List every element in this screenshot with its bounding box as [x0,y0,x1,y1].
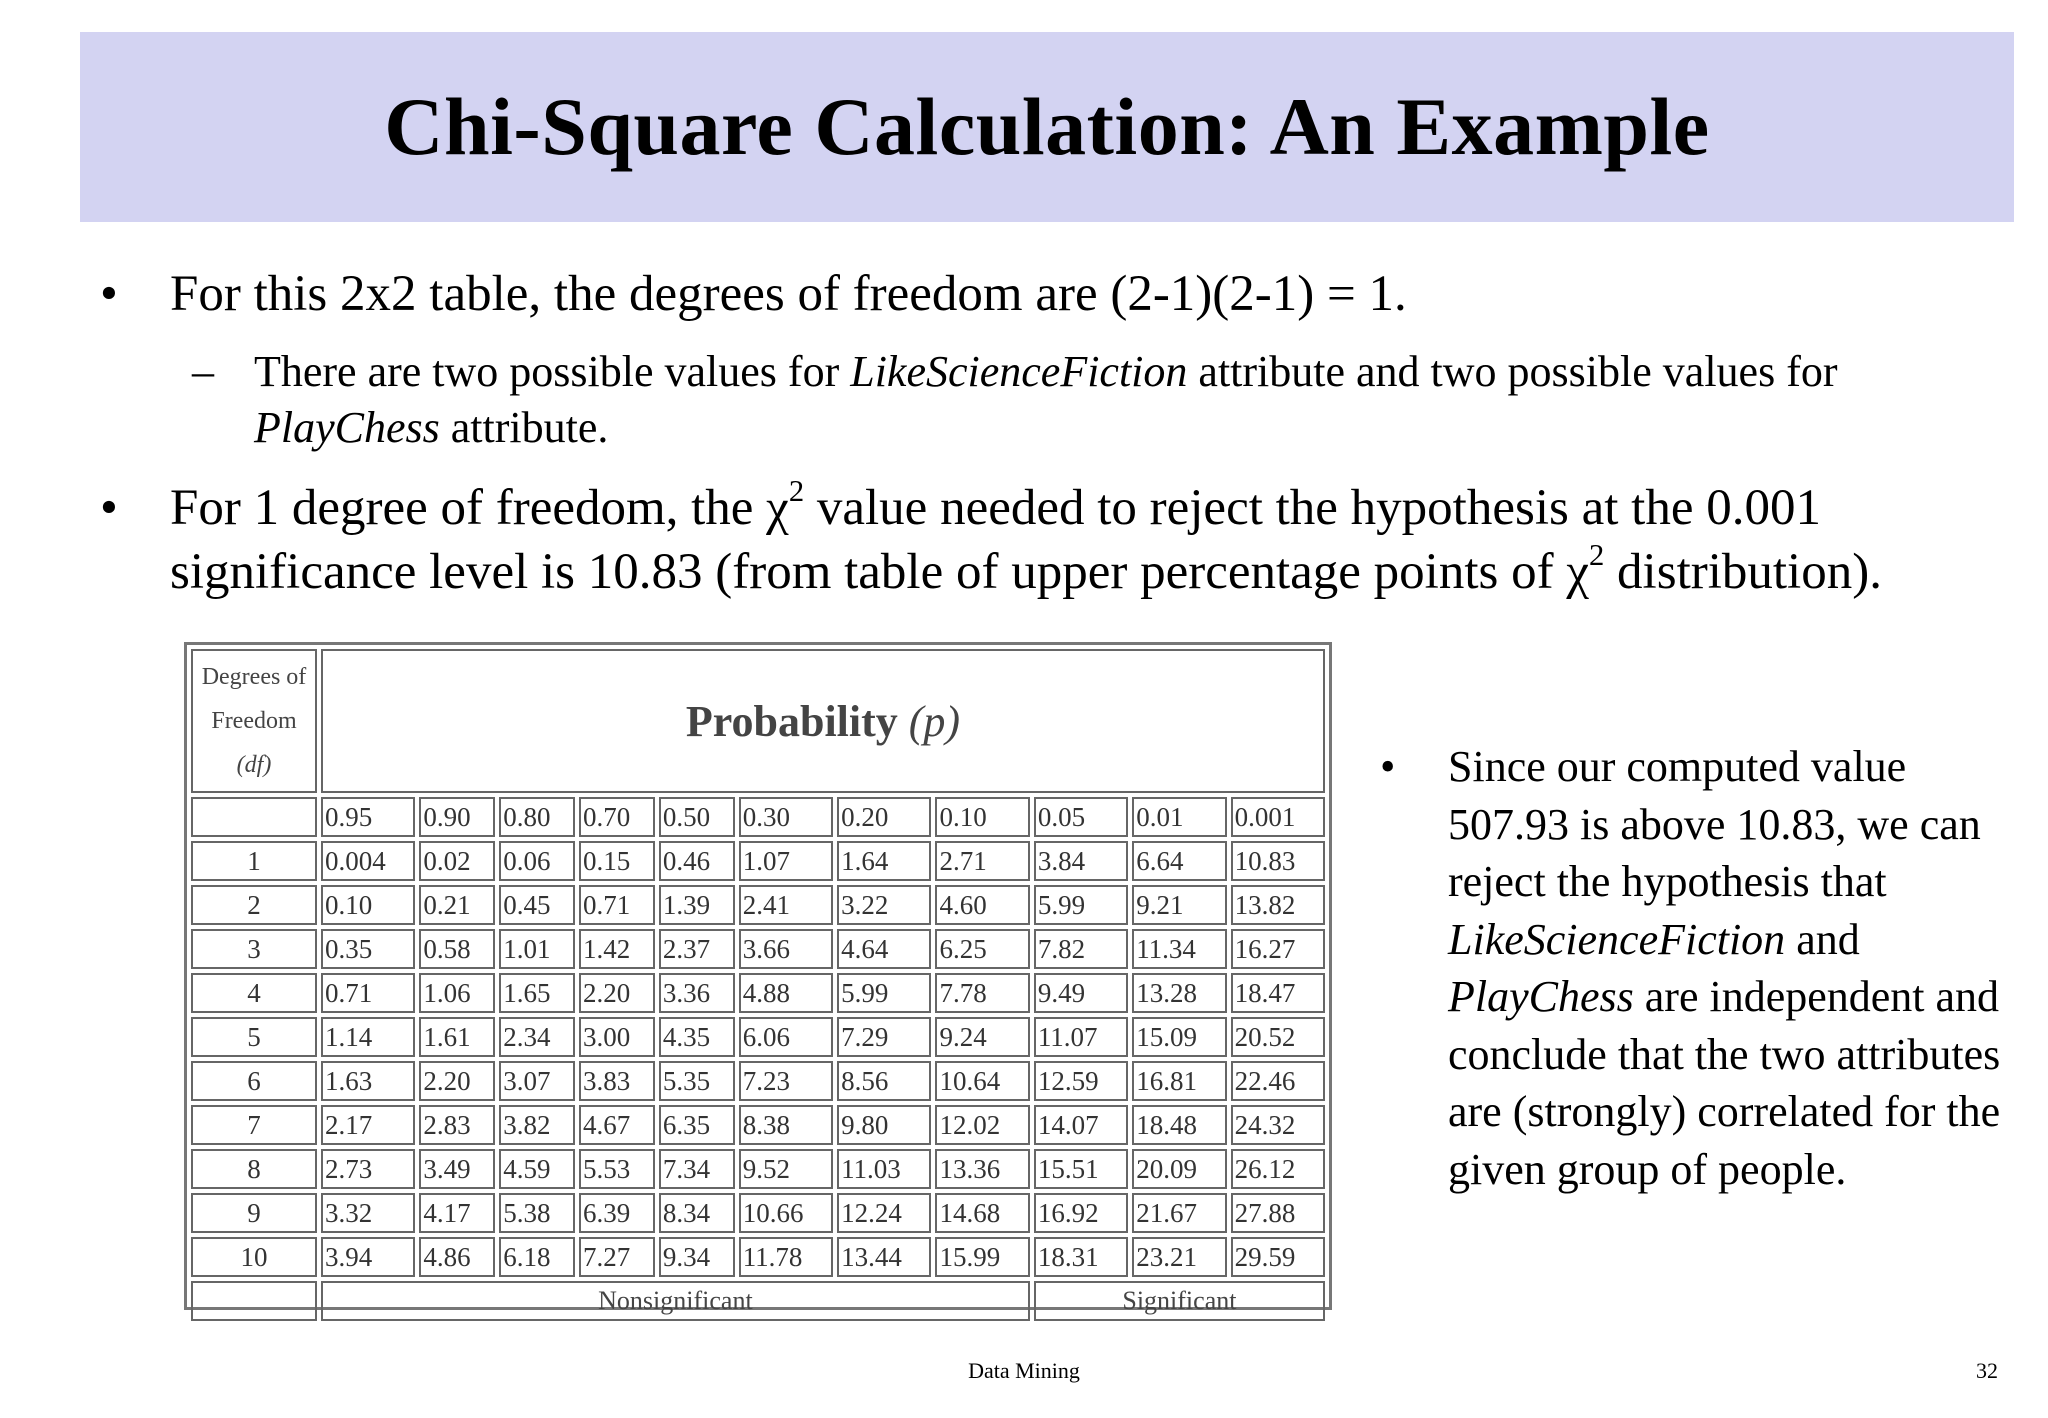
probability-cell: 0.90 [419,797,495,837]
probability-symbol: (p) [908,696,961,746]
value-cell: 9.80 [837,1105,931,1145]
value-cell: 9.49 [1034,973,1128,1013]
value-cell: 2.34 [499,1017,575,1057]
bullet-text: For this 2x2 table, the degrees of freedom are (2-1)(2-1) = 1. [170,266,1407,322]
value-cell: 16.92 [1034,1193,1128,1233]
table-header-row [191,649,1325,793]
value-cell: 1.14 [321,1017,415,1057]
df-cell: 1 [191,841,317,881]
value-cell: 9.52 [739,1149,833,1189]
value-cell: 14.68 [935,1193,1029,1233]
value-cell: 2.20 [579,973,655,1013]
value-cell: 29.59 [1231,1237,1325,1277]
value-cell: 16.27 [1231,929,1325,969]
value-cell: 7.29 [837,1017,931,1057]
probability-cell: 0.001 [1231,797,1325,837]
table-row [191,841,1325,881]
value-cell: 0.15 [579,841,655,881]
value-cell: 4.35 [659,1017,735,1057]
value-cell: 18.31 [1034,1237,1128,1277]
sub-bullet-text: There are two possible values for LikeScienceFiction attribute and two possible values for PlayChess attribute. [254,347,1838,452]
value-cell: 11.07 [1034,1017,1128,1057]
value-cell: 1.65 [499,973,575,1013]
value-cell: 7.78 [935,973,1029,1013]
value-cell: 3.22 [837,885,931,925]
probability-label: Probability [685,696,898,746]
value-cell: 1.64 [837,841,931,881]
df-cell: 2 [191,885,317,925]
slide-title: Chi-Square Calculation: An Example [384,81,1710,172]
value-cell: 0.02 [419,841,495,881]
value-cell: 18.47 [1231,973,1325,1013]
probability-cell: 0.30 [739,797,833,837]
value-cell: 9.24 [935,1017,1029,1057]
bullet-dot: • [100,480,118,536]
value-cell: 13.28 [1132,973,1226,1013]
value-cell: 0.71 [321,973,415,1013]
df-cell: 9 [191,1193,317,1233]
value-cell: 15.99 [935,1237,1029,1277]
value-cell: 10.64 [935,1061,1029,1101]
df-cell: 7 [191,1105,317,1145]
chi-square-table [184,642,1332,1315]
value-cell: 11.78 [739,1237,833,1277]
value-cell: 4.17 [419,1193,495,1233]
df-header-line: Degrees of [201,664,307,690]
table-row [191,973,1325,1013]
table-row [191,1193,1325,1233]
value-cell: 18.48 [1132,1105,1226,1145]
df-cell: 4 [191,973,317,1013]
bullet-dot: • [100,266,118,322]
significant-label: Significant [1034,1281,1325,1321]
value-cell: 3.82 [499,1105,575,1145]
probability-cell: 0.05 [1034,797,1128,837]
value-cell: 22.46 [1231,1061,1325,1101]
value-cell: 1.06 [419,973,495,1013]
value-cell: 8.56 [837,1061,931,1101]
value-cell: 0.45 [499,885,575,925]
value-cell: 3.32 [321,1193,415,1233]
probability-cell: 0.10 [935,797,1029,837]
footer-course-name: Data Mining [968,1358,1080,1383]
table-row [191,885,1325,925]
probability-cell: 0.50 [659,797,735,837]
probability-cell: 0.01 [1132,797,1226,837]
value-cell: 4.86 [419,1237,495,1277]
value-cell: 23.21 [1132,1237,1226,1277]
bullet-text: For 1 degree of freedom, the $\chi^2$ value needed to reject the hypothesis at the 0.001 significance level is 10.83 (from table of upper percentage points of $\chi^2$ distribution). [170,474,1882,600]
value-cell: 0.004 [321,841,415,881]
df-header [191,649,317,793]
value-cell: 4.88 [739,973,833,1013]
empty-cell [191,1281,317,1321]
value-cell: 20.52 [1231,1017,1325,1057]
value-cell: 6.06 [739,1017,833,1057]
value-cell: 1.39 [659,885,735,925]
df-cell: 5 [191,1017,317,1057]
value-cell: 3.07 [499,1061,575,1101]
value-cell: 0.06 [499,841,575,881]
title-band [80,32,2014,222]
table-row [191,1017,1325,1057]
value-cell: 7.82 [1034,929,1128,969]
value-cell: 8.34 [659,1193,735,1233]
value-cell: 3.00 [579,1017,655,1057]
value-cell: 12.24 [837,1193,931,1233]
value-cell: 2.83 [419,1105,495,1145]
value-cell: 10.66 [739,1193,833,1233]
value-cell: 2.17 [321,1105,415,1145]
sub-bullet-dash: – [192,347,214,396]
value-cell: 0.10 [321,885,415,925]
significance-row [191,1281,1325,1321]
value-cell: 0.46 [659,841,735,881]
table-row [191,1149,1325,1189]
value-cell: 7.27 [579,1237,655,1277]
value-cell: 6.64 [1132,841,1226,881]
value-cell: 12.02 [935,1105,1029,1145]
value-cell: 3.83 [579,1061,655,1101]
value-cell: 15.51 [1034,1149,1128,1189]
value-cell: 13.82 [1231,885,1325,925]
value-cell: 3.84 [1034,841,1128,881]
probability-row [191,797,1325,837]
value-cell: 5.35 [659,1061,735,1101]
value-cell: 4.64 [837,929,931,969]
df-cell: 8 [191,1149,317,1189]
page-number: 32 [1976,1358,1998,1383]
table-row [191,1105,1325,1145]
value-cell: 14.07 [1034,1105,1128,1145]
value-cell: 3.66 [739,929,833,969]
value-cell: 3.94 [321,1237,415,1277]
value-cell: 3.36 [659,973,735,1013]
probability-cell: 0.95 [321,797,415,837]
value-cell: 26.12 [1231,1149,1325,1189]
value-cell: 21.67 [1132,1193,1226,1233]
df-cell: 6 [191,1061,317,1101]
nonsignificant-label: Nonsignificant [321,1281,1030,1321]
value-cell: 2.20 [419,1061,495,1101]
df-header-line: (df) [236,752,272,778]
value-cell: 6.35 [659,1105,735,1145]
bullet-dot: • [1380,742,1396,791]
table-row [191,1061,1325,1101]
value-cell: 1.61 [419,1017,495,1057]
value-cell: 2.41 [739,885,833,925]
value-cell: 20.09 [1132,1149,1226,1189]
value-cell: 0.71 [579,885,655,925]
value-cell: 5.99 [837,973,931,1013]
value-cell: 13.36 [935,1149,1029,1189]
value-cell: 0.21 [419,885,495,925]
probability-header [321,649,1325,793]
value-cell: 6.18 [499,1237,575,1277]
value-cell: 8.38 [739,1105,833,1145]
value-cell: 13.44 [837,1237,931,1277]
value-cell: 5.99 [1034,885,1128,925]
value-cell: 1.01 [499,929,575,969]
value-cell: 6.39 [579,1193,655,1233]
table-row [191,1237,1325,1277]
value-cell: 2.73 [321,1149,415,1189]
value-cell: 15.09 [1132,1017,1226,1057]
value-cell: 11.34 [1132,929,1226,969]
value-cell: 5.53 [579,1149,655,1189]
value-cell: 10.83 [1231,841,1325,881]
value-cell: 1.42 [579,929,655,969]
value-cell: 4.60 [935,885,1029,925]
value-cell: 0.35 [321,929,415,969]
value-cell: 11.03 [837,1149,931,1189]
value-cell: 0.58 [419,929,495,969]
probability-cell: 0.70 [579,797,655,837]
value-cell: 1.63 [321,1061,415,1101]
value-cell: 7.23 [739,1061,833,1101]
value-cell: 16.81 [1132,1061,1226,1101]
value-cell: 27.88 [1231,1193,1325,1233]
value-cell: 2.37 [659,929,735,969]
conclusion-text: Since our computed value 507.93 is above 10.83, we can reject the hypothesis that LikeScienceFiction and PlayChess are independent and conclude that the two attributes are (strongly) correlated for the given group of people. [1448,742,2001,1194]
value-cell: 2.71 [935,841,1029,881]
value-cell: 4.67 [579,1105,655,1145]
df-cell: 3 [191,929,317,969]
chi-square-distribution-table [187,645,1329,1325]
value-cell: 4.59 [499,1149,575,1189]
probability-cell: 0.20 [837,797,931,837]
empty-cell [191,797,317,837]
value-cell: 7.34 [659,1149,735,1189]
value-cell: 1.07 [739,841,833,881]
value-cell: 12.59 [1034,1061,1128,1101]
value-cell: 9.21 [1132,885,1226,925]
df-header-line: Freedom [211,708,297,734]
value-cell: 6.25 [935,929,1029,969]
value-cell: 9.34 [659,1237,735,1277]
value-cell: 5.38 [499,1193,575,1233]
df-cell: 10 [191,1237,317,1277]
value-cell: 3.49 [419,1149,495,1189]
probability-cell: 0.80 [499,797,575,837]
table-row [191,929,1325,969]
value-cell: 24.32 [1231,1105,1325,1145]
